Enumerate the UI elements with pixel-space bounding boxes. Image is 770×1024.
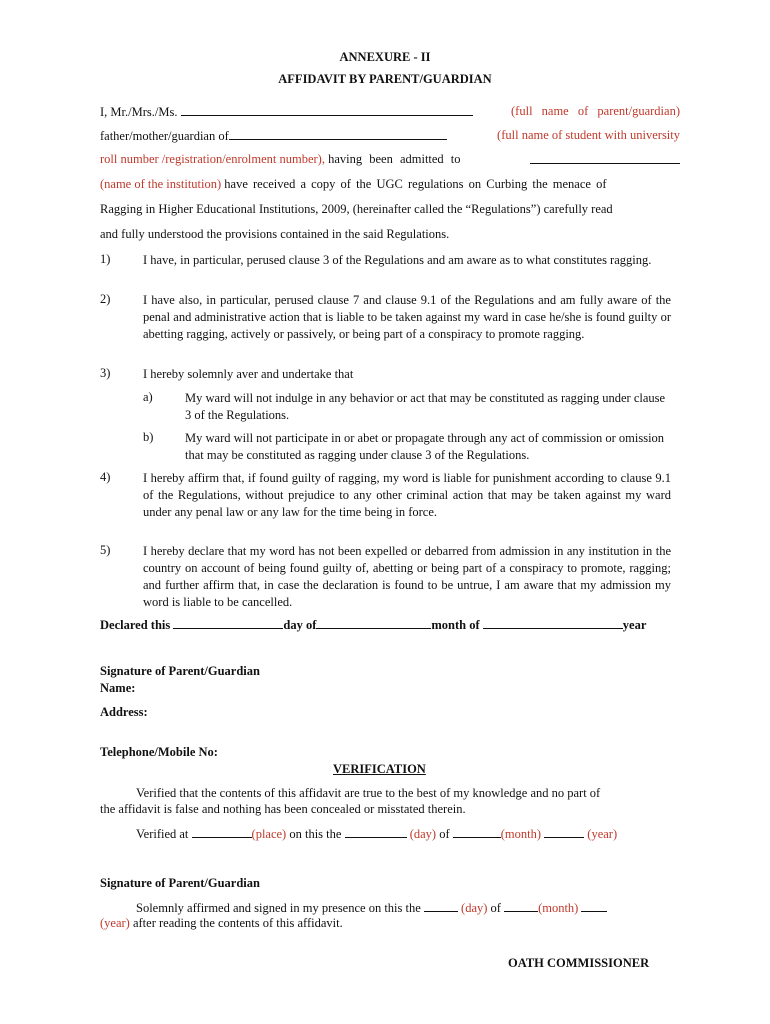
parent-name-hint: (full name of parent/guardian) xyxy=(511,104,680,118)
intro-line-4 xyxy=(100,177,680,192)
verified-year-blank[interactable] xyxy=(544,826,584,838)
subitem-a-label: a) xyxy=(143,390,153,404)
oath-commissioner-label: OATH COMMISSIONER xyxy=(508,956,650,970)
verified-at-line xyxy=(136,826,617,842)
item-4-text: I hereby affirm that, if found guilty of ragging, my word is liable for punishment according to clause 9.1 of the Regulations, without prejudice to any other criminal action that may be taken against my ward under any penal law or any law for the time being in force. xyxy=(143,471,671,519)
declared-day-label: day of xyxy=(283,618,317,632)
ward-prefix: father/mother/guardian of xyxy=(100,129,229,143)
item-1-number: 1) xyxy=(100,252,111,266)
affirm-year-hint: (year) xyxy=(100,916,130,930)
institution-blank[interactable] xyxy=(530,152,680,164)
verified-place-hint: (place) xyxy=(251,827,287,841)
affirm-day-hint: (day) xyxy=(461,901,488,915)
verified-day-hint: (day) xyxy=(409,827,437,841)
affirm-month-blank[interactable] xyxy=(504,900,538,912)
document-title: AFFIDAVIT BY PARENT/GUARDIAN xyxy=(278,72,492,86)
declared-year-blank[interactable] xyxy=(483,617,623,629)
affirm-after-text: after reading the contents of this affidavit. xyxy=(132,916,343,930)
verified-place-blank[interactable] xyxy=(192,826,252,838)
verified-of: of xyxy=(439,827,450,841)
verified-at-label: Verified at xyxy=(136,827,189,841)
declared-year-label: year xyxy=(622,618,647,632)
declared-month-blank[interactable] xyxy=(316,617,431,629)
item-3-text: I hereby solemnly aver and undertake that xyxy=(143,367,354,381)
institution-hint: (name of the institution) xyxy=(100,177,222,191)
intro-line-2 xyxy=(100,128,680,144)
item-2-text: I have also, in particular, perused clause 7 and clause 9.1 of the Regulations and am fully aware of the penal and administrative action that is liable to be taken against my ward in case he/she is found guilty or abetting ragging, actively or passively, or being part of a conspiracy to promote ragging. xyxy=(143,293,671,341)
affirm-line-1 xyxy=(136,900,607,916)
affirm-year-blank[interactable] xyxy=(581,900,607,912)
phone-label: Telephone/Mobile No: xyxy=(100,745,218,759)
verification-line-2: the affidavit is false and nothing has been concealed or misstated therein. xyxy=(100,802,466,816)
verified-day-blank[interactable] xyxy=(345,826,407,838)
affirm-text: Solemnly affirmed and signed in my presence on this the xyxy=(136,901,421,915)
item-1-text: I have, in particular, perused clause 3 of the Regulations and am aware as to what constitutes ragging. xyxy=(143,253,652,267)
received-text: have received a copy of the UGC regulations on Curbing the menace of xyxy=(224,177,607,191)
roll-number-hint: roll number /registration/enrolment number), xyxy=(100,152,325,166)
student-name-hint: (full name of student with university xyxy=(497,128,680,142)
student-name-blank[interactable] xyxy=(229,128,447,140)
closing-signature-label: Signature of Parent/Guardian xyxy=(100,876,260,890)
name-label: Name: xyxy=(100,681,136,695)
affirm-of: of xyxy=(490,901,501,915)
affirm-day-blank[interactable] xyxy=(424,900,458,912)
verified-on-this: on this the xyxy=(289,827,342,841)
item-4-number: 4) xyxy=(100,470,111,484)
verification-title: VERIFICATION xyxy=(333,762,426,776)
item-5-text: I hereby declare that my word has not been expelled or debarred from admission in any institution in the country on account of being found guilty of, abetting or being part of a conspiracy to promote, ragging; and further affirm that, in case the declaration is found to be untrue, I am aware that my admission my word is liable to be cancelled. xyxy=(143,544,671,609)
declared-prefix: Declared this xyxy=(100,618,171,632)
item-3-number: 3) xyxy=(100,366,111,380)
declared-month-label: month of xyxy=(431,618,480,632)
item-5-number: 5) xyxy=(100,543,111,557)
affirm-month-hint: (month) xyxy=(538,901,579,915)
affirm-line-2 xyxy=(100,916,343,931)
intro-line-5: Ragging in Higher Educational Institutions, 2009, (hereinafter called the “Regulations”) carefully read xyxy=(100,202,613,216)
intro-line-1 xyxy=(100,104,680,120)
intro-line-6: and fully understood the provisions contained in the said Regulations. xyxy=(100,227,450,241)
subitem-a-text: My ward will not indulge in any behavior or act that may be constituted as ragging under clause 3 of the Regulations. xyxy=(185,391,666,422)
verified-year-hint: (year) xyxy=(587,827,618,841)
annexure-label: ANNEXURE - II xyxy=(339,50,431,64)
subitem-b-text: My ward will not participate in or abet or propagate through any act of commission or omission that may be constituted as ragging under clause 3 of the Regulations. xyxy=(185,431,665,462)
intro-prefix: I, Mr./Mrs./Ms. xyxy=(100,105,178,119)
intro-line-3 xyxy=(100,152,680,167)
address-label: Address: xyxy=(100,705,148,719)
verified-month-blank[interactable] xyxy=(453,826,501,838)
declared-day-blank[interactable] xyxy=(173,617,283,629)
parent-name-blank[interactable] xyxy=(181,104,473,116)
verification-line-1: Verified that the contents of this affidavit are true to the best of my knowledge and no part of xyxy=(136,786,601,800)
item-2-number: 2) xyxy=(100,292,111,306)
subitem-b-label: b) xyxy=(143,430,154,444)
declared-line xyxy=(100,617,680,633)
verified-month-hint: (month) xyxy=(500,827,542,841)
signature-label: Signature of Parent/Guardian xyxy=(100,664,260,678)
admitted-text: having been admitted to xyxy=(328,152,461,166)
